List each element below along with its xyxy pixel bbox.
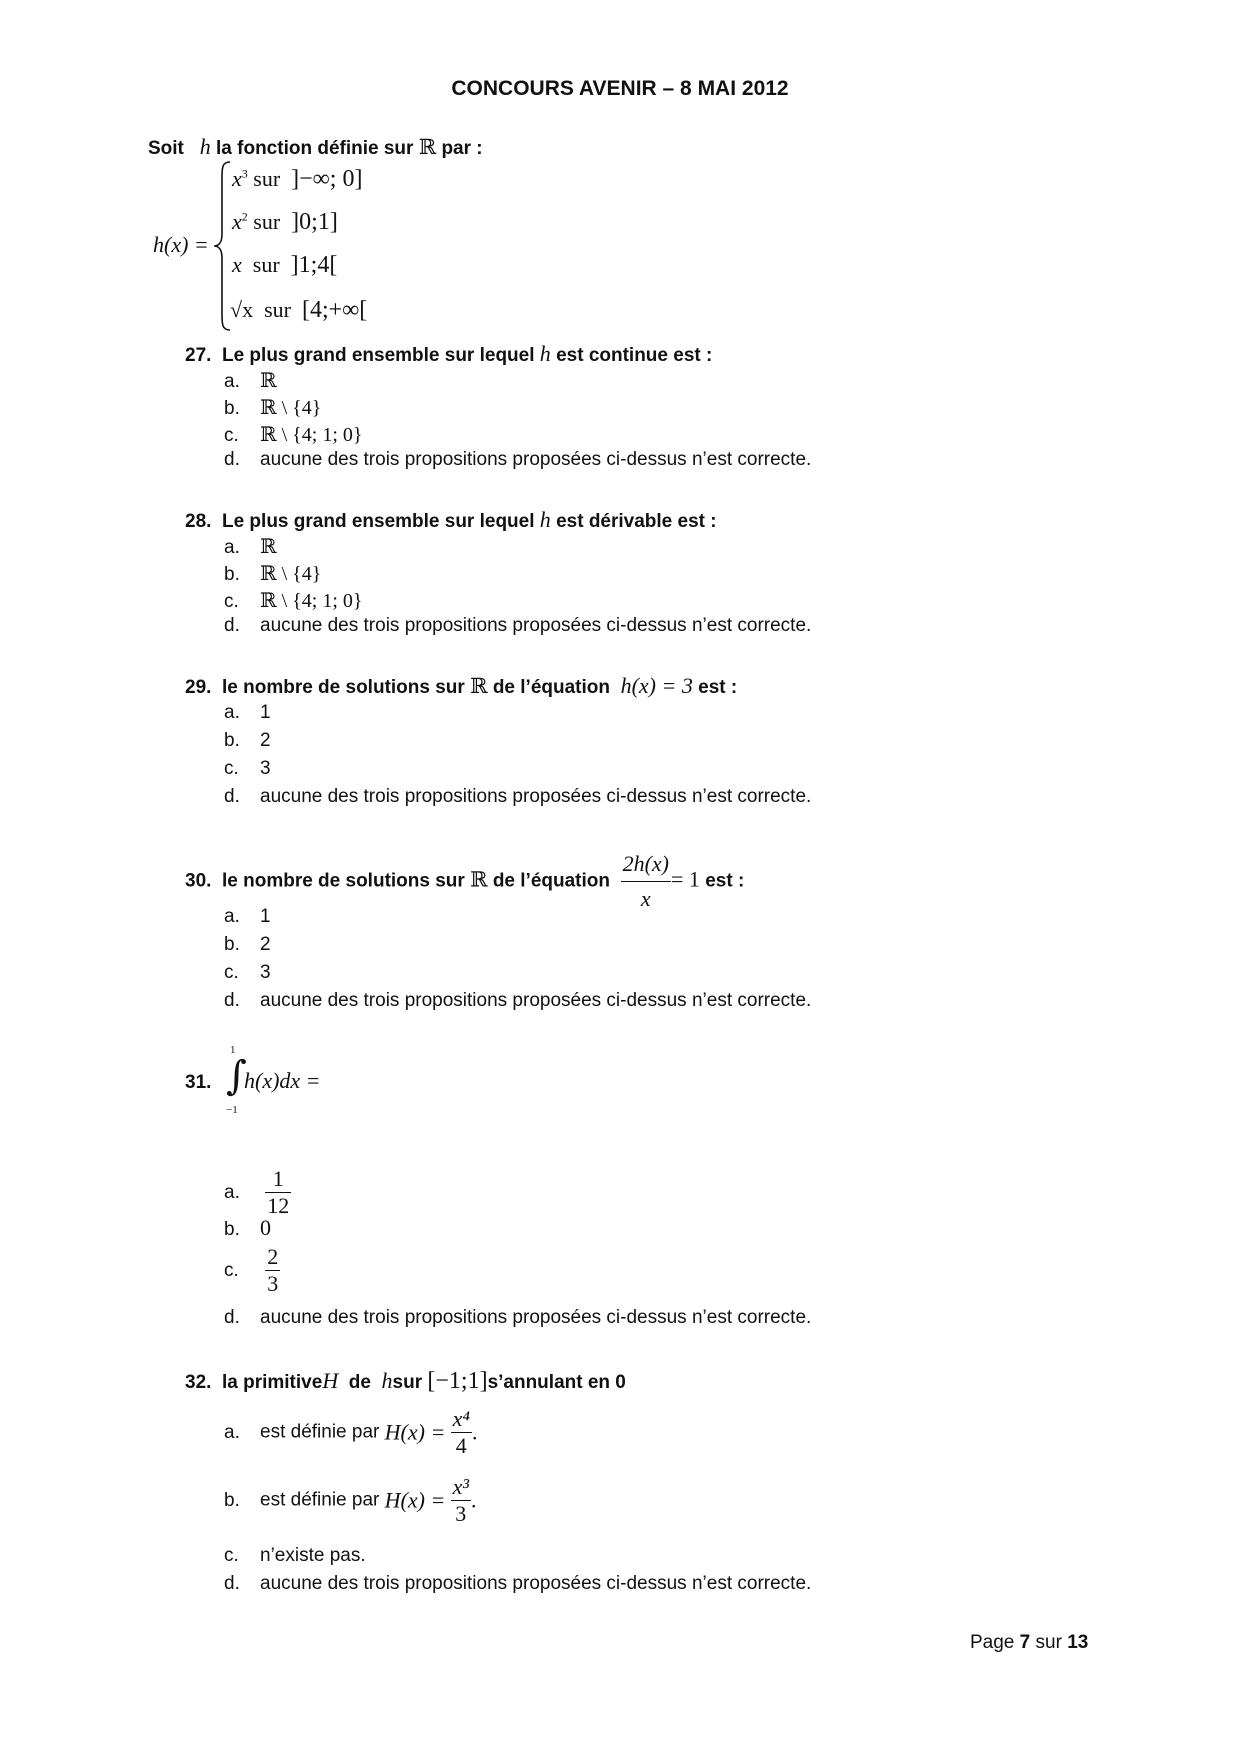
question-31-number: 31. — [185, 1072, 212, 1093]
q27-option-a: a. ℝ — [224, 370, 277, 392]
q31-option-b: b. 0 — [224, 1215, 271, 1240]
q32-option-a-fraction: $\frac{\text{x⁴}}{4}$ — [452, 1406, 470, 1458]
q32-option-c: c. n’existe pas. — [224, 1545, 366, 1566]
q31-option-a: a. $\frac{1}{12}$ — [224, 1166, 290, 1218]
integral-sign: ∫ — [226, 1053, 247, 1099]
q29-option-a: a. 1 — [224, 702, 271, 723]
q32-option-a: a. est définie par H(x) = $\frac{\text{x⁴}}{4}$ . — [224, 1406, 478, 1458]
q27-option-c: c. ℝ \ {4; 1; 0} — [224, 424, 363, 446]
q31-option-c: c. $\frac{2}{3}$ — [224, 1244, 279, 1296]
question-32: 32. la primitiveH de hsur [−1;1]s’annulant en 0 — [185, 1368, 626, 1394]
page-title: CONCOURS AVENIR – 8 MAI 2012 — [451, 77, 789, 100]
q28-option-a: a. ℝ — [224, 536, 277, 558]
q31-option-d: d. aucune des trois propositions proposées ci-dessus n’est correcte. — [224, 1307, 812, 1328]
q27-option-b: b. ℝ \ {4} — [224, 397, 322, 419]
q32-option-b: b. est définie par H(x) = $\frac{\text{x³}}{3}$ . — [224, 1474, 477, 1526]
q30-option-d: d. aucune des trois propositions proposées ci-dessus n’est correcte. — [224, 990, 812, 1011]
q30-option-c: c. 3 — [224, 962, 271, 983]
q28-option-b: b. ℝ \ {4} — [224, 563, 322, 585]
q31-option-c-fraction: $\frac{2}{3}$ — [267, 1244, 279, 1296]
q30-option-a: a. 1 — [224, 906, 271, 927]
integral-lower-bound: −1 — [226, 1104, 238, 1116]
q32-option-d: d. aucune des trois propositions proposées ci-dessus n’est correcte. — [224, 1573, 812, 1594]
q29-option-b: b. 2 — [224, 730, 271, 751]
question-28: 28. Le plus grand ensemble sur lequel h est dérivable est : — [185, 507, 717, 532]
definition-piece-3: x sur ]1;4[ — [232, 252, 338, 278]
integral-upper-bound: 1 — [230, 1044, 236, 1056]
q30-fraction: $\frac{2h(x)}{x}$ — [621, 847, 671, 916]
page-number: Page 7 sur 13 — [970, 1632, 1089, 1653]
q27-option-d: d. aucune des trois propositions proposées ci-dessus n’est correcte. — [224, 449, 812, 470]
definition-piece-2: $x^2$ sur ]0;1] — [232, 209, 338, 235]
definition-lhs: h(x) = — [153, 232, 209, 257]
q32-option-b-fraction: $\frac{\text{x³}}{3}$ — [452, 1474, 469, 1526]
q29-option-c: c. 3 — [224, 758, 271, 779]
intro-line: Soit h la fonction définie sur ℝ par : — [148, 134, 483, 159]
q30-option-b: b. 2 — [224, 934, 271, 955]
q31-option-a-fraction: $\frac{1}{12}$ — [267, 1166, 290, 1218]
definition-piece-1: $x^3$ sur ]−∞; 0] — [232, 166, 363, 192]
question-27: 27. Le plus grand ensemble sur lequel h est continue est : — [185, 341, 713, 366]
question-30: 30. le nombre de solutions sur ℝ de l’équation $\frac{2h(x)}{x}$ = 1 est : — [185, 847, 744, 916]
question-29: 29. le nombre de solutions sur ℝ de l’équation h(x) = 3 est : — [185, 673, 738, 698]
q29-option-d: d. aucune des trois propositions proposées ci-dessus n’est correcte. — [224, 786, 812, 807]
integral-expression: h(x)dx = — [244, 1068, 321, 1093]
q28-option-c: c. ℝ \ {4; 1; 0} — [224, 590, 363, 612]
definition-piece-4: √x sur [4;+∞[ — [230, 297, 368, 323]
q28-option-d: d. aucune des trois propositions proposées ci-dessus n’est correcte. — [224, 615, 812, 636]
